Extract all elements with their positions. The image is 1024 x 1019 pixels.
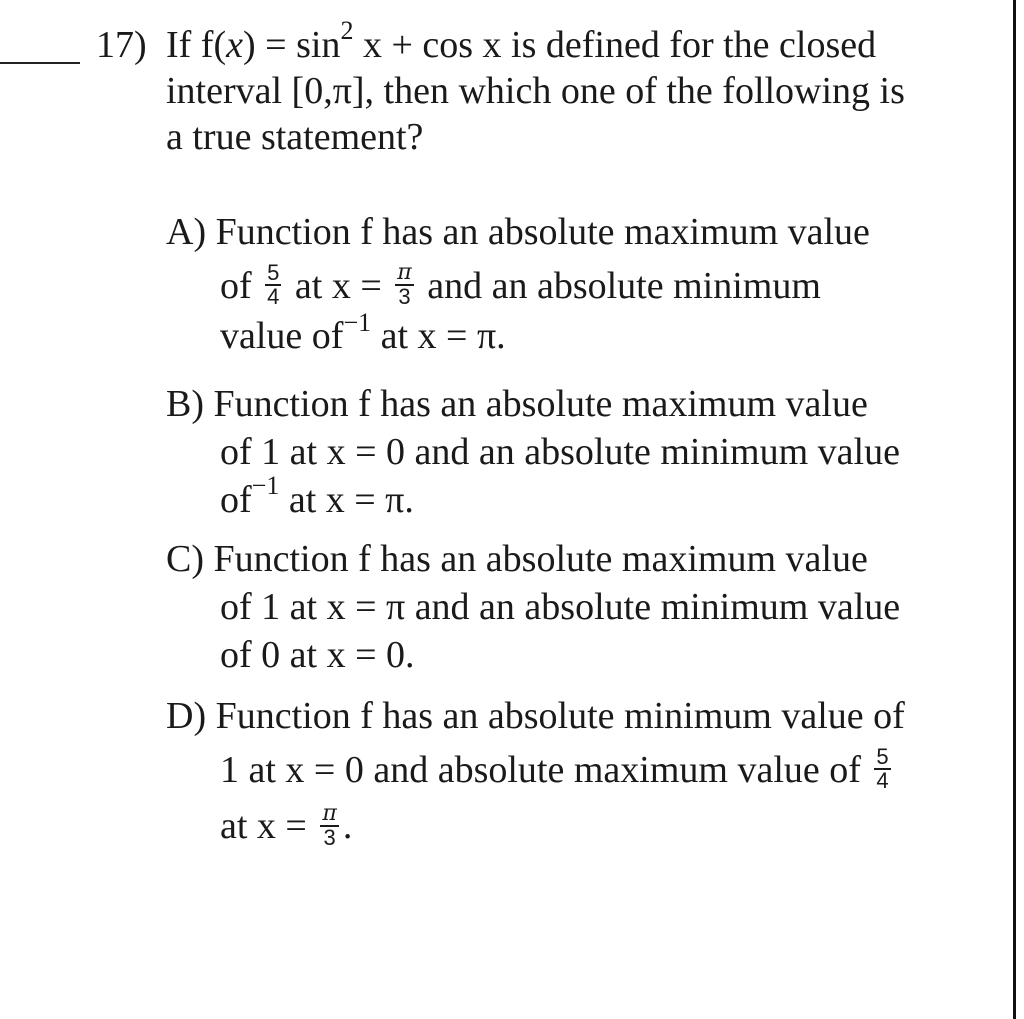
stem-line-2: interval [0,π], then which one of the following is [166, 70, 905, 112]
choice-letter: B) [166, 383, 204, 425]
answer-blank-line[interactable] [0, 62, 80, 64]
choice-c[interactable]: C) Function f has an absolute maximum value of 1 at x = π and an absolute minimum value of 0 at x = 0. [166, 538, 901, 676]
choice-letter: C) [166, 538, 204, 580]
choice-letter: D) [166, 695, 207, 737]
question-stem [166, 16, 996, 160]
stem-line-1: If $f(x) = \sin^2 x + \cos x$ is defined for the closed [166, 16, 877, 66]
question-number: 17) [96, 24, 147, 66]
fraction-pi-thirds: $\frac{\pi}{3}$ [397, 260, 412, 310]
fraction-pi-thirds: $\frac{\pi}{3}$ [322, 800, 337, 850]
page-border [1013, 0, 1016, 1019]
choice-d[interactable]: D) Function f has an absolute minimum value of 1 at x = 0 and absolute maximum value of $\frac{5}{4}$ at x = $\frac{\pi}{3}$ . [166, 695, 905, 850]
choice-a[interactable]: A) Function f has an absolute maximum value of $\frac{5}{4}$ at x = $\frac{\pi}{3}$ and an absolute minimum value $of^{-1}$ at x = π. [166, 211, 870, 358]
choice-b[interactable]: B) Function f has an absolute maximum value of 1 at x = 0 and an absolute minimum value $of^{-1}$ at x = π. [166, 383, 900, 521]
fraction-five-fourths: $\frac{5}{4}$ [876, 744, 889, 794]
stem-line-3: a true statement? [166, 116, 424, 158]
choice-letter: A) [166, 211, 207, 253]
fraction-five-fourths: $\frac{5}{4}$ [267, 260, 280, 310]
